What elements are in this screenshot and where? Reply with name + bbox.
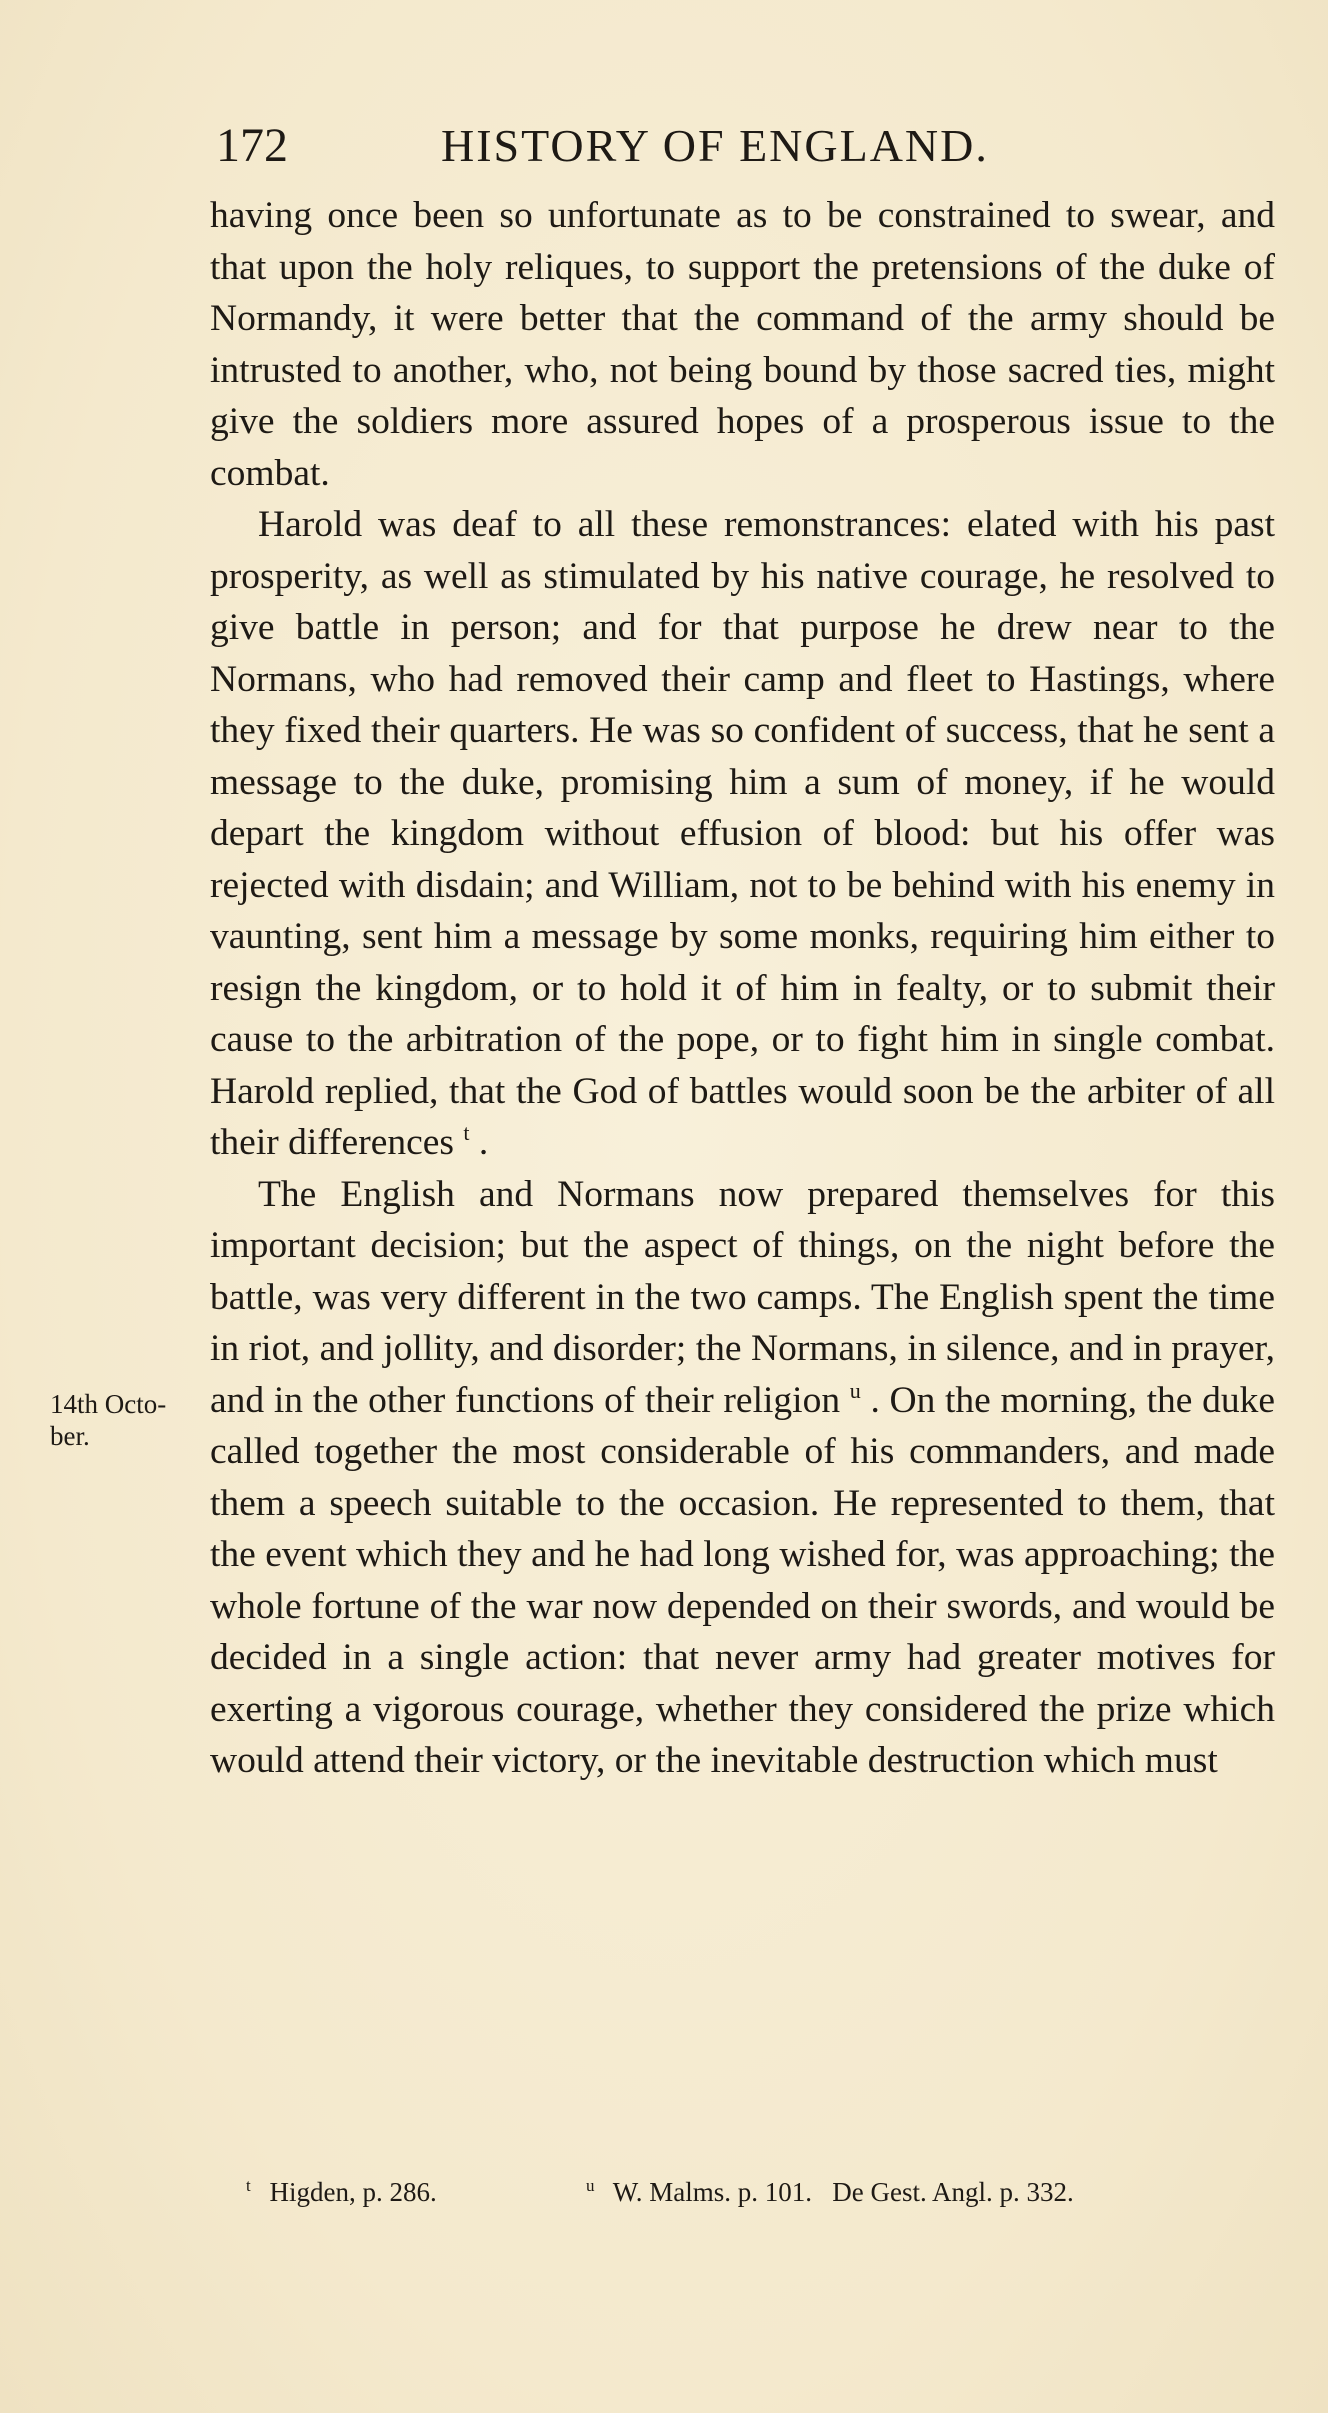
paragraph-tail: .	[478, 1122, 489, 1163]
paragraph-text: The English and Normans now prepared themselves for this important decision; but the aspect of things, on the night before the battle, was very different in the two camps. The English spent the time in riot, and jollity, and disorder; the Normans, in silence, and in prayer, and in the other functions of their religion	[210, 1173, 1275, 1421]
page-number: 172	[216, 119, 288, 172]
footnote-reference-t: t	[463, 1120, 470, 1145]
footnote	[246, 2168, 437, 2210]
running-title: HISTORY OF ENGLAND.	[441, 120, 989, 171]
paragraph-text: having once been so unfortunate as to be constrained to swear, and that upon the holy reliques, to support the pretensions of the duke of Normandy, it were better that the command of the army should be intrusted to another, who, not being bound by those sacred ties, might give the soldiers more assured hopes of a prosperous issue to the combat.	[210, 195, 1275, 494]
body-text	[210, 190, 1275, 1787]
paragraph-harold	[210, 499, 1275, 1169]
footnote-mark: u	[586, 2176, 595, 2195]
paragraph-english-normans	[210, 1169, 1275, 1787]
paragraph-text: . On the morning, the duke called together the most considerable of his commanders, and made them a speech suitable to the occasion. He represented to them, that the event which they and he had long wished for, was approaching; the whole fortune of the war now depended on their swords, and would be decided in a single action: that never army had greater motives for exerting a vigorous courage, whether they considered the prize which would attend their victory, or the inevitable destruction which must	[210, 1379, 1276, 1781]
footnote-text: Higden, p. 286.	[269, 2177, 437, 2207]
paragraph-text: Harold was deaf to all these remonstrances: elated with his past prosperity, as well as stimulated by his native courage, he resolved to give battle in person; and for that purpose he drew near to the Normans, who had removed their camp and fleet to Hastings, where they fixed their quarters. He was so confident of success, that he sent a message to the duke, promising him a sum of money, if he would depart the kingdom without effusion of blood: but his offer was rejected with disdain; and William, not to be behind with his enemy in vaunting, sent him a message by some monks, requiring him either to resign the kingdom, or to hold it of him in fealty, or to submit their cause to the arbitration of the pope, or to fight him in single combat. Harold replied, that the God of battles would soon be the arbiter of all their differences	[210, 504, 1275, 1163]
footnote	[586, 2168, 1074, 2210]
marginal-date-note: 14th Octo-ber.	[50, 1389, 167, 1451]
paragraph-continued	[210, 190, 1275, 499]
footnote-text: W. Malms. p. 101. De Gest. Angl. p. 332.	[612, 2177, 1074, 2207]
page-header	[216, 116, 1276, 176]
footnote-mark: t	[246, 2176, 251, 2195]
footnote-reference-u: u	[849, 1377, 861, 1403]
